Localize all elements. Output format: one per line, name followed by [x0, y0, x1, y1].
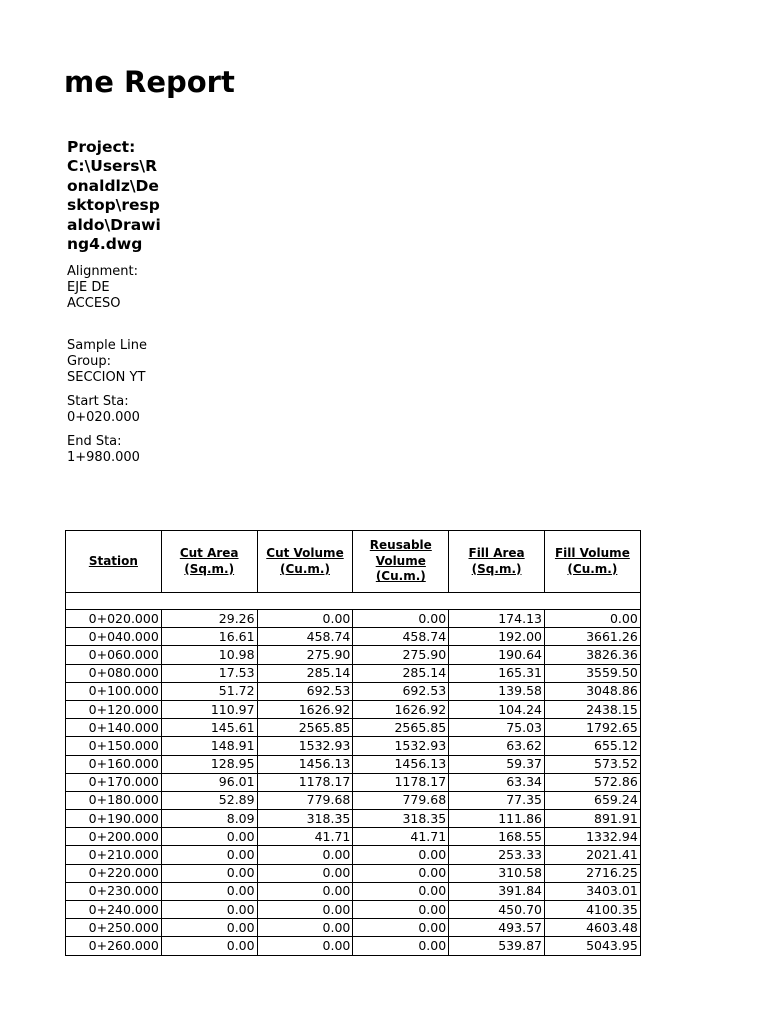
cell-fill-volume: 2021.41	[544, 846, 640, 864]
table-row	[66, 737, 641, 755]
table-row	[66, 628, 641, 646]
cell-station: 0+220.000	[66, 864, 162, 882]
cell-reusable-volume: 285.14	[353, 664, 449, 682]
cell-cut-area: 0.00	[161, 901, 257, 919]
cell-station: 0+210.000	[66, 846, 162, 864]
cell-station: 0+190.000	[66, 810, 162, 828]
report-title: me Report	[64, 65, 235, 99]
col-header-cut-volume: Cut Volume (Cu.m.)	[257, 531, 353, 593]
cell-cut-area: 0.00	[161, 846, 257, 864]
alignment-value: EJE DE ACCESO	[67, 280, 121, 312]
cell-fill-area: 63.62	[449, 737, 545, 755]
table-row	[66, 646, 641, 664]
cell-fill-area: 493.57	[449, 919, 545, 937]
cell-cut-volume: 779.68	[257, 791, 353, 809]
cell-fill-area: 310.58	[449, 864, 545, 882]
cell-cut-area: 0.00	[161, 937, 257, 955]
cell-fill-volume: 1792.65	[544, 719, 640, 737]
cell-station: 0+260.000	[66, 937, 162, 955]
cell-cut-volume: 0.00	[257, 919, 353, 937]
cell-station: 0+200.000	[66, 828, 162, 846]
cell-station: 0+170.000	[66, 773, 162, 791]
start-station-info	[67, 394, 167, 426]
cell-station: 0+040.000	[66, 628, 162, 646]
start-station-value: 0+020.000	[67, 410, 140, 426]
cell-fill-area: 174.13	[449, 610, 545, 628]
cell-station: 0+230.000	[66, 882, 162, 900]
col-header-fill-area: Fill Area (Sq.m.)	[449, 531, 545, 593]
table-row	[66, 664, 641, 682]
cell-cut-volume: 0.00	[257, 610, 353, 628]
table-row	[66, 719, 641, 737]
cell-cut-volume: 0.00	[257, 846, 353, 864]
cell-fill-volume: 4100.35	[544, 901, 640, 919]
cell-cut-area: 0.00	[161, 919, 257, 937]
cell-fill-volume: 3826.36	[544, 646, 640, 664]
cell-cut-area: 145.61	[161, 719, 257, 737]
cell-fill-area: 450.70	[449, 901, 545, 919]
cell-station: 0+020.000	[66, 610, 162, 628]
table-row	[66, 937, 641, 955]
cell-reusable-volume: 1456.13	[353, 755, 449, 773]
cell-cut-area: 8.09	[161, 810, 257, 828]
cell-fill-volume: 573.52	[544, 755, 640, 773]
cell-cut-volume: 0.00	[257, 937, 353, 955]
cell-reusable-volume: 318.35	[353, 810, 449, 828]
cell-cut-volume: 318.35	[257, 810, 353, 828]
cell-cut-area: 0.00	[161, 828, 257, 846]
cell-cut-area: 10.98	[161, 646, 257, 664]
cell-cut-area: 16.61	[161, 628, 257, 646]
cell-reusable-volume: 41.71	[353, 828, 449, 846]
cell-reusable-volume: 1532.93	[353, 737, 449, 755]
cell-fill-area: 104.24	[449, 700, 545, 718]
table-row	[66, 919, 641, 937]
cell-reusable-volume: 458.74	[353, 628, 449, 646]
table-row	[66, 810, 641, 828]
cell-reusable-volume: 0.00	[353, 846, 449, 864]
cell-reusable-volume: 0.00	[353, 937, 449, 955]
cell-reusable-volume: 1178.17	[353, 773, 449, 791]
table-row	[66, 828, 641, 846]
table-row	[66, 791, 641, 809]
cell-reusable-volume: 692.53	[353, 682, 449, 700]
report-meta	[67, 138, 167, 466]
end-station-info	[67, 434, 167, 466]
cell-fill-area: 253.33	[449, 846, 545, 864]
cell-reusable-volume: 0.00	[353, 882, 449, 900]
cell-fill-area: 192.00	[449, 628, 545, 646]
cell-cut-volume: 1626.92	[257, 700, 353, 718]
cell-fill-volume: 572.86	[544, 773, 640, 791]
col-header-fill-volume: Fill Volume (Cu.m.)	[544, 531, 640, 593]
cell-fill-volume: 0.00	[544, 610, 640, 628]
cell-cut-volume: 0.00	[257, 901, 353, 919]
cell-reusable-volume: 275.90	[353, 646, 449, 664]
start-station-label: Start Sta:	[67, 394, 129, 410]
cell-cut-volume: 458.74	[257, 628, 353, 646]
cell-reusable-volume: 0.00	[353, 901, 449, 919]
cell-fill-volume: 3403.01	[544, 882, 640, 900]
cell-reusable-volume: 0.00	[353, 864, 449, 882]
cell-cut-volume: 41.71	[257, 828, 353, 846]
cell-reusable-volume: 2565.85	[353, 719, 449, 737]
table-row	[66, 700, 641, 718]
cell-station: 0+100.000	[66, 682, 162, 700]
cell-cut-area: 96.01	[161, 773, 257, 791]
cell-cut-volume: 1532.93	[257, 737, 353, 755]
cell-fill-volume: 3048.86	[544, 682, 640, 700]
cell-fill-area: 539.87	[449, 937, 545, 955]
cell-cut-area: 17.53	[161, 664, 257, 682]
cell-cut-area: 0.00	[161, 864, 257, 882]
table-spacer-row	[66, 593, 641, 610]
cell-fill-volume: 5043.95	[544, 937, 640, 955]
cell-fill-area: 75.03	[449, 719, 545, 737]
cell-reusable-volume: 1626.92	[353, 700, 449, 718]
sample-line-group-info	[67, 338, 167, 386]
cell-cut-volume: 0.00	[257, 864, 353, 882]
table-row	[66, 901, 641, 919]
table-row	[66, 773, 641, 791]
cell-fill-area: 139.58	[449, 682, 545, 700]
cell-station: 0+180.000	[66, 791, 162, 809]
cell-cut-area: 0.00	[161, 882, 257, 900]
project-path: Project: C:\Users\Ronaldlz\Desktop\respaldo\Drawing4.dwg	[67, 138, 161, 254]
cell-cut-volume: 0.00	[257, 882, 353, 900]
cell-fill-area: 63.34	[449, 773, 545, 791]
sample-line-group-value: SECCION YT	[67, 370, 146, 386]
alignment-label: Alignment:	[67, 264, 138, 280]
cell-cut-area: 51.72	[161, 682, 257, 700]
cell-station: 0+120.000	[66, 700, 162, 718]
cell-fill-volume: 659.24	[544, 791, 640, 809]
end-station-label: End Sta:	[67, 434, 122, 450]
cell-station: 0+250.000	[66, 919, 162, 937]
cell-station: 0+080.000	[66, 664, 162, 682]
cell-cut-volume: 285.14	[257, 664, 353, 682]
table-row	[66, 610, 641, 628]
cell-fill-volume: 1332.94	[544, 828, 640, 846]
cell-fill-area: 59.37	[449, 755, 545, 773]
col-header-cut-area: Cut Area (Sq.m.)	[161, 531, 257, 593]
table-row	[66, 682, 641, 700]
cell-cut-area: 148.91	[161, 737, 257, 755]
table-row	[66, 846, 641, 864]
cell-reusable-volume: 779.68	[353, 791, 449, 809]
cell-reusable-volume: 0.00	[353, 919, 449, 937]
cell-station: 0+150.000	[66, 737, 162, 755]
cell-cut-area: 29.26	[161, 610, 257, 628]
cell-fill-area: 165.31	[449, 664, 545, 682]
table-row	[66, 755, 641, 773]
cell-fill-volume: 891.91	[544, 810, 640, 828]
cell-cut-volume: 692.53	[257, 682, 353, 700]
cell-cut-area: 110.97	[161, 700, 257, 718]
cell-fill-area: 111.86	[449, 810, 545, 828]
cell-fill-volume: 3661.26	[544, 628, 640, 646]
cell-fill-area: 77.35	[449, 791, 545, 809]
cell-cut-volume: 2565.85	[257, 719, 353, 737]
cell-station: 0+240.000	[66, 901, 162, 919]
cell-cut-area: 52.89	[161, 791, 257, 809]
cell-station: 0+140.000	[66, 719, 162, 737]
cell-cut-volume: 1178.17	[257, 773, 353, 791]
cell-cut-area: 128.95	[161, 755, 257, 773]
cell-fill-area: 391.84	[449, 882, 545, 900]
sample-line-group-label: Sample Line Group:	[67, 338, 147, 370]
volume-table	[65, 530, 641, 956]
cell-fill-volume: 3559.50	[544, 664, 640, 682]
cell-cut-volume: 275.90	[257, 646, 353, 664]
cell-fill-area: 168.55	[449, 828, 545, 846]
cell-cut-volume: 1456.13	[257, 755, 353, 773]
col-header-reusable-volume: Reusable Volume (Cu.m.)	[353, 531, 449, 593]
cell-station: 0+060.000	[66, 646, 162, 664]
table-row	[66, 882, 641, 900]
cell-fill-volume: 4603.48	[544, 919, 640, 937]
cell-fill-area: 190.64	[449, 646, 545, 664]
cell-fill-volume: 655.12	[544, 737, 640, 755]
cell-fill-volume: 2438.15	[544, 700, 640, 718]
cell-reusable-volume: 0.00	[353, 610, 449, 628]
col-header-station: Station	[66, 531, 162, 593]
end-station-value: 1+980.000	[67, 450, 140, 466]
table-row	[66, 864, 641, 882]
spacer-cell	[66, 593, 641, 610]
alignment-info	[67, 264, 167, 312]
cell-station: 0+160.000	[66, 755, 162, 773]
table-header-row	[66, 531, 641, 593]
cell-fill-volume: 2716.25	[544, 864, 640, 882]
